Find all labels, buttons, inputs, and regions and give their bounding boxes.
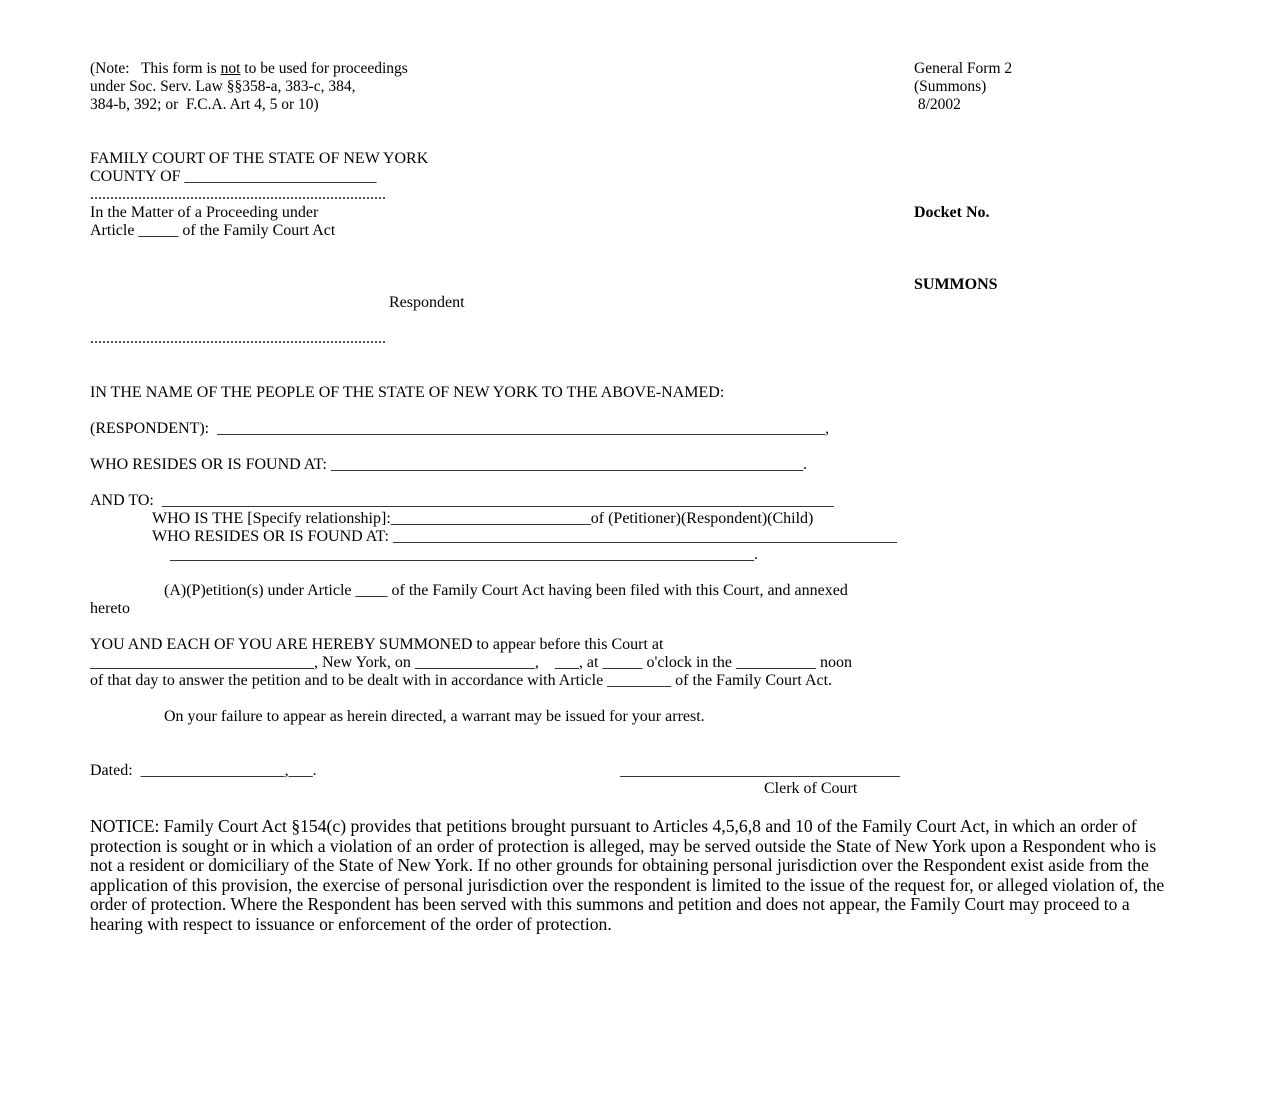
- note-line-3: 384-b, 392; or F.C.A. Art 4, 5 or 10): [90, 96, 319, 113]
- respondent-label: Respondent: [389, 294, 465, 311]
- petition-line-2: hereto: [90, 600, 130, 617]
- respondent-address-field: WHO RESIDES OR IS FOUND AT: ___________________________________________________________.: [90, 456, 807, 473]
- note-line-2: under Soc. Serv. Law §§358-a, 383-c, 384,: [90, 78, 356, 95]
- note-line-1: [90, 60, 408, 78]
- respondent-field: (RESPONDENT): ____________________________________________________________________________,: [90, 420, 830, 437]
- form-number: General Form 2: [914, 60, 1013, 77]
- other-address-continued: _________________________________________________________________________.: [170, 546, 758, 563]
- summoned-line-3: of that day to answer the petition and to be dealt with in accordance with Article ________ of the Family Court Act.: [90, 672, 833, 689]
- summoned-line-2: ____________________________, New York, on _______________, ___, at _____ o'clock in the __________ noon: [90, 654, 852, 671]
- docket-number-label: Docket No.: [914, 204, 990, 221]
- summons-title: SUMMONS: [914, 276, 998, 293]
- note-text-c: to be used for proceedings: [240, 60, 408, 77]
- court-name: FAMILY COURT OF THE STATE OF NEW YORK: [90, 150, 429, 167]
- matter-line-1: In the Matter of a Proceeding under: [90, 204, 319, 221]
- failure-warning: On your failure to appear as herein directed, a warrant may be issued for your arrest.: [164, 708, 705, 725]
- county-field: COUNTY OF ________________________: [90, 168, 377, 185]
- summoned-line-1: YOU AND EACH OF YOU ARE HEREBY SUMMONED to appear before this Court at: [90, 636, 664, 653]
- and-to-field: AND TO: ____________________________________________________________________________________: [90, 492, 834, 509]
- dated-field: Dated: __________________,___.: [90, 762, 317, 779]
- note-text-not: not: [220, 60, 241, 77]
- clerk-label: Clerk of Court: [764, 780, 858, 797]
- signature-line: ___________________________________: [620, 762, 900, 779]
- people-heading: IN THE NAME OF THE PEOPLE OF THE STATE OF NEW YORK TO THE ABOVE-NAMED:: [90, 384, 725, 401]
- relationship-field: WHO IS THE [Specify relationship]:_________________________of (Petitioner)(Respondent)(Child): [152, 510, 814, 527]
- form-date: 8/2002: [914, 96, 961, 113]
- jurisdiction-notice: NOTICE: Family Court Act §154(c) provides that petitions brought pursuant to Articles 4,5,6,8 and 10 of the Family Court Act, in which an order of protection is sought or in which a violation of an order of protection is alleged, may be served outside the State of New York upon a Respondent who is not a resident or domiciliary of the State of New York. If no other grounds for obtaining personal jurisdiction over the Respondent exist aside from the application of this provision, the exercise of personal jurisdiction over the respondent is limited to the issue of the request for, or alleged violation of, the order of protection. Where the Respondent has been served with this summons and petition and does not appear, the Family Court may proceed to a hearing with respect to issuance or enforcement of the order of protection.: [90, 816, 1165, 934]
- matter-line-2: Article _____ of the Family Court Act: [90, 222, 336, 239]
- petition-line-1: (A)(P)etition(s) under Article ____ of the Family Court Act having been filed with this Court, and annexed: [164, 582, 848, 599]
- other-address-field: WHO RESIDES OR IS FOUND AT: _______________________________________________________________: [152, 528, 897, 545]
- note-text-a: (Note: This form is: [90, 60, 221, 77]
- caption-dots-top: ..........................................................................: [90, 186, 386, 203]
- form-type: (Summons): [914, 78, 987, 95]
- caption-dots-bottom: ..........................................................................: [90, 330, 386, 347]
